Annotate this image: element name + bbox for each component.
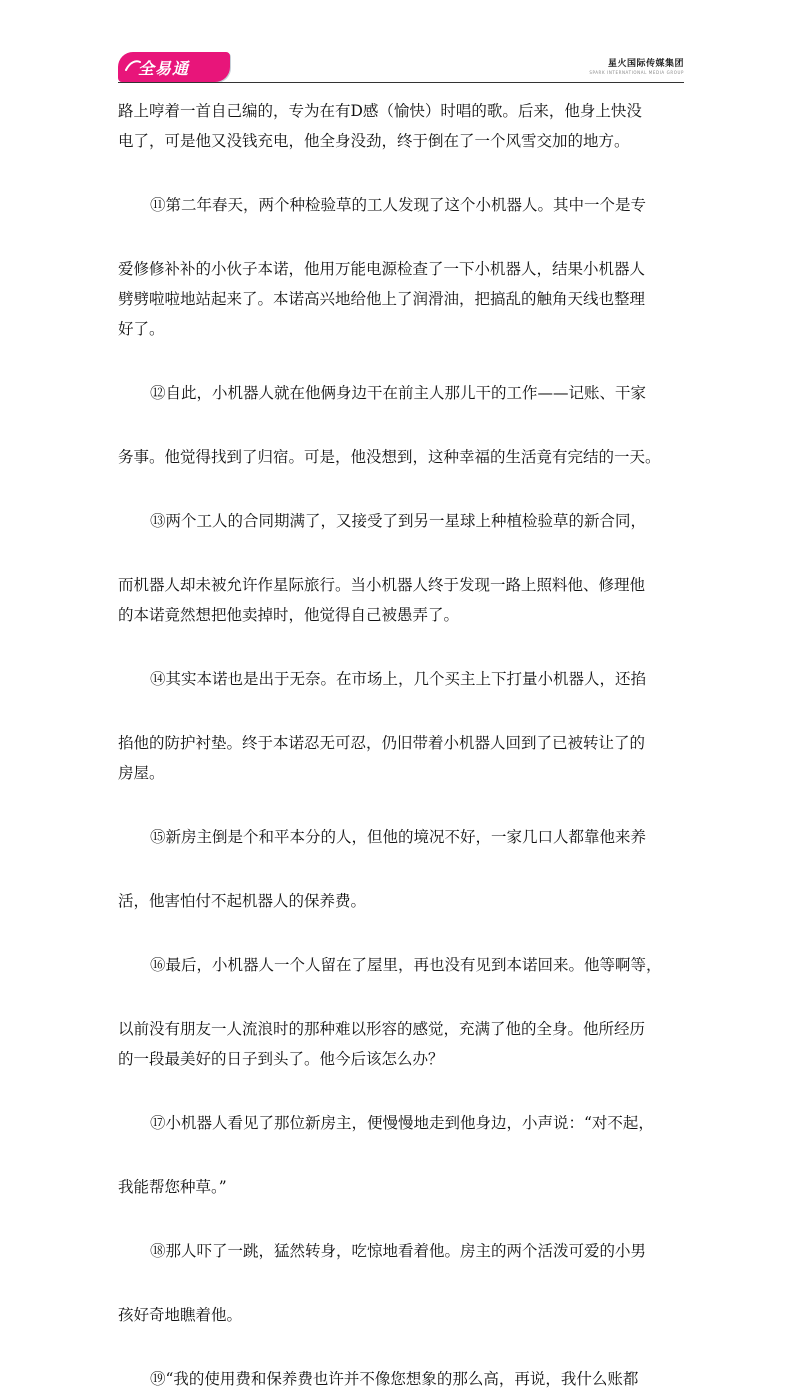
- text-line: 路上哼着一首自己编的，专为在有D感（愉快）时唱的歌。后来，他身上快没: [118, 102, 642, 120]
- text-line: 孩好奇地瞧着他。: [118, 1306, 243, 1324]
- text-line: ⑪第二年春天，两个种检验草的工人发现了这个小机器人。其中一个是专: [150, 196, 647, 214]
- text-line: 的本诺竟然想把他卖掉时，他觉得自己被愚弄了。: [118, 606, 460, 624]
- brand-name: 星火国际传媒集团: [607, 59, 684, 69]
- text-line: 的一段最美好的日子到头了。他今后该怎么办？: [118, 1050, 444, 1068]
- text-line: 掐他的防护衬垫。终于本诺忍无可忍，仍旧带着小机器人回到了已被转让了的: [118, 734, 646, 752]
- article-body: [118, 96, 684, 1394]
- text-line: ⑬两个工人的合同期满了，又接受了到另一星球上种植检验草的新合同，: [150, 512, 647, 530]
- text-line: ⑲“我的使用费和保养费也许并不像您想象的那么高，再说，我什么账都: [150, 1370, 639, 1388]
- page-header: [118, 52, 684, 82]
- text-line: 劈劈啦啦地站起来了。本诺高兴地给他上了润滑油，把搞乱的触角天线也整理: [118, 290, 646, 308]
- text-line: ⑭其实本诺也是出于无奈。在市场上，几个买主上下打量小机器人，还掐: [150, 670, 647, 688]
- text-line: 爱修修补补的小伙子本诺，他用万能电源检查了一下小机器人，结果小机器人: [118, 260, 646, 278]
- brand-subtitle: SPARK INTERNATIONAL MEDIA GROUP: [589, 70, 684, 75]
- brand: [589, 56, 684, 75]
- text-line: 电了，可是他又没钱充电，他全身没劲，终于倒在了一个风雪交加的地方。: [118, 132, 630, 150]
- text-line: ⑮新房主倒是个和平本分的人，但他的境况不好，一家几口人都靠他来养: [150, 828, 647, 846]
- text-line: ⑯最后，小机器人一个人留在了屋里，再也没有见到本诺回来。他等啊等，: [150, 956, 662, 974]
- logo-text: 全易通: [138, 59, 190, 78]
- text-line: ⑰小机器人看见了那位新房主，便慢慢地走到他身边，小声说：“对不起，: [150, 1114, 654, 1132]
- text-line: 以前没有朋友一人流浪时的那种难以形容的感觉，充满了他的全身。他所经历: [118, 1020, 646, 1038]
- text-line: 务事。他觉得找到了归宿。可是，他没想到，这种幸福的生活竟有完结的一天。: [118, 448, 661, 466]
- text-line: 房屋。: [118, 764, 165, 782]
- text-line: ⑱那人吓了一跳，猛然转身，吃惊地看着他。房主的两个活泼可爱的小男: [150, 1242, 647, 1260]
- text-line: 我能帮您种草。”: [118, 1178, 227, 1196]
- logo: [118, 52, 230, 82]
- text-line: 活，他害怕付不起机器人的保养费。: [118, 892, 367, 910]
- text-line: ⑫自此，小机器人就在他俩身边干在前主人那儿干的工作——记账、干家: [150, 384, 647, 402]
- header-divider: [118, 82, 684, 83]
- text-line: 好了。: [118, 320, 165, 338]
- text-line: 而机器人却未被允许作星际旅行。当小机器人终于发现一路上照料他、修理他: [118, 576, 646, 594]
